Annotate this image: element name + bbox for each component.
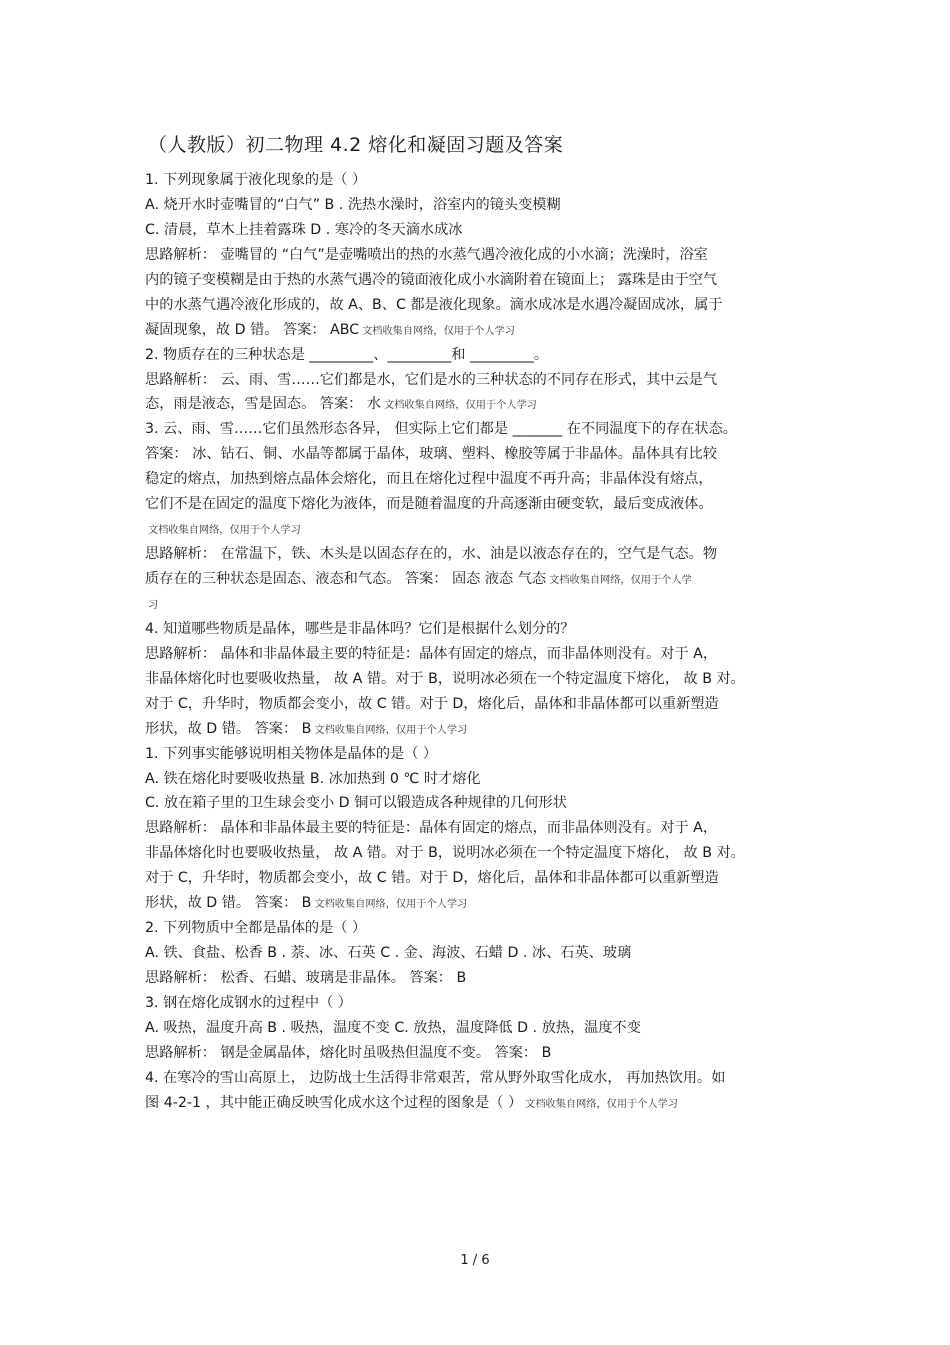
source-note: 文档收集自网络，仅用于个人学习 [362, 325, 515, 337]
line-text: A. 铁、食盐、松香 B . 萘、冰、石英 C . 金、海波、石蜡 D . 冰、石英、玻璃 [145, 945, 632, 962]
text-line [145, 941, 825, 966]
text-line [145, 293, 825, 318]
text-line [145, 1091, 825, 1116]
line-text: 答案： 冰、钻石、铜、水晶等都属于晶体，玻璃、塑料、橡胶等属于非晶体。晶体具有比较 [145, 446, 718, 463]
text-line [145, 318, 825, 343]
text-line [145, 642, 825, 667]
line-text: 内的镜子变模糊是由于热的水蒸气遇冷的镜面液化成小水滴附着在镜面上； 露珠是由于空气 [145, 271, 718, 288]
line-text: 图 4-2-1 ，其中能正确反映雪化成水这个过程的图象是（ ） [145, 1094, 523, 1111]
text-line [145, 617, 825, 642]
page-number: 1 / 6 [460, 1253, 490, 1268]
text-line [145, 243, 825, 268]
document-body [145, 168, 825, 1116]
line-text: 思路解析： 在常温下，铁、木头是以固态存在的，水、油是以液态存在的，空气是气态。物 [145, 546, 718, 563]
text-line [145, 517, 825, 542]
text-line [145, 816, 825, 841]
text-line [145, 866, 825, 891]
line-text: 思路解析： 钢是金属晶体，熔化时虽吸热但温度不变。 答案： B [145, 1044, 552, 1061]
line-text: 非晶体熔化时也要吸收热量， 故 A 错。对于 B，说明冰必须在一个特定温度下熔化， 故 B 对。 [145, 845, 745, 862]
line-text: A. 烧开水时壶嘴冒的“白气” B . 洗热水澡时，浴室内的镜头变模糊 [145, 196, 561, 213]
text-line [145, 991, 825, 1016]
line-text: 形状，故 D 错。 答案： B [145, 895, 312, 912]
text-line [145, 717, 825, 742]
line-text: C. 清晨，草木上挂着露珠 D . 寒冷的冬天滴水成冰 [145, 221, 463, 238]
line-text: 4. 知道哪些物质是晶体，哪些是非晶体吗？它们是根据什么划分的？ [145, 620, 575, 637]
line-text: 1. 下列事实能够说明相关物体是晶体的是（ ） [145, 745, 438, 762]
text-line [145, 567, 825, 592]
text-line [145, 218, 825, 243]
text-line [145, 592, 825, 617]
text-line [145, 891, 825, 916]
line-text: 2. 物质存在的三种状态是 _________、_________和 _________。 [145, 346, 549, 363]
line-text: 对于 C，升华时，物质都会变小，故 C 错。对于 D，熔化后，晶体和非晶体都可以重新塑造 [145, 870, 719, 887]
line-text: 非晶体熔化时也要吸收热量， 故 A 错。对于 B，说明冰必须在一个特定温度下熔化， 故 B 对。 [145, 670, 745, 687]
line-text: A. 吸热，温度升高 B . 吸热，温度不变 C. 放热，温度降低 D . 放热，温度不变 [145, 1019, 641, 1036]
line-text: 态，雨是液态，雪是固态。 答案： 水 [145, 396, 382, 413]
text-line [145, 841, 825, 866]
line-text: 质存在的三种状态是固态、液态和气态。 答案： 固态 液态 气态 [145, 571, 547, 587]
text-line [145, 343, 825, 368]
line-text: 2. 下列物质中全都是晶体的是（ ） [145, 920, 367, 937]
line-text: A. 铁在熔化时要吸收热量 B. 冰加热到 0 ℃ 时才熔化 [145, 770, 481, 787]
text-line [145, 742, 825, 767]
text-line [145, 966, 825, 991]
line-text: 它们不是在固定的温度下熔化为液体，而是随着温度的升高逐渐由硬变软，最后变成液体。 [145, 496, 713, 513]
text-line [145, 1066, 825, 1091]
line-text: 对于 C，升华时，物质都会变小，故 C 错。对于 D，熔化后，晶体和非晶体都可以重新塑造 [145, 695, 719, 712]
text-line [145, 417, 825, 442]
text-line [145, 791, 825, 816]
source-note: 文档收集自网络，仅用于个人学习 [314, 899, 468, 911]
text-line [145, 667, 825, 692]
line-text: 3. 钢在熔化成钢水的过程中（ ） [145, 994, 352, 1011]
line-text: 凝固现象，故 D 错。 答案： ABC [145, 321, 360, 338]
line-text: 1. 下列现象属于液化现象的是（ ） [145, 172, 367, 188]
text-line [145, 1041, 825, 1066]
text-line [145, 193, 825, 218]
source-note: 文档收集自网络，仅用于个人学习 [148, 525, 301, 537]
line-text: 稳定的熔点，加热到熔点晶体会熔化，而且在熔化过程中温度不再升高；非晶体没有熔点， [145, 471, 713, 488]
text-line [145, 916, 825, 941]
text-line [145, 1016, 825, 1041]
line-text: 思路解析： 壶嘴冒的 “白气”是壶嘴喷出的热的水蒸气遇冷液化成的小水滴；洗澡时，浴室 [145, 246, 708, 263]
source-note: 文档收集自网络，仅用于个人学习 [314, 724, 468, 736]
line-text: 形状，故 D 错。 答案： B [145, 720, 312, 737]
text-line [145, 492, 825, 517]
line-text: 3. 云、雨、雪……它们虽然形态各异， 但实际上它们都是 _______ 在不同温度下的存在状态。 [145, 421, 737, 438]
line-text: 思路解析： 云、雨、雪……它们都是水，它们是水的三种状态的不同存在形式，其中云是气 [145, 371, 718, 388]
document-title: （人教版）初二物理 4.2 熔化和凝固习题及答案 [148, 134, 564, 156]
line-text: 思路解析： 晶体和非晶体最主要的特征是：晶体有固定的熔点，而非晶体则没有。对于 A， [145, 820, 718, 837]
text-line [145, 368, 825, 393]
text-line [145, 168, 825, 193]
text-line [145, 767, 825, 792]
text-line [145, 442, 825, 467]
line-text: 中的水蒸气遇冷液化形成的，故 A、B、C 都是液化现象。滴水成冰是水遇冷凝固成冰，属于 [145, 296, 723, 313]
text-line [145, 692, 825, 717]
source-note: 文档收集自网络，仅用于个人学 [549, 575, 692, 586]
line-text: C. 放在箱子里的卫生球会变小 D 铜可以锻造成各种规律的几何形状 [145, 795, 567, 812]
text-line [145, 542, 825, 567]
source-note: 文档收集自网络，仅用于个人学习 [384, 400, 537, 412]
text-line [145, 392, 825, 417]
line-text: 思路解析： 松香、石蜡、玻璃是非晶体。 答案： B [145, 970, 467, 986]
source-note: 习 [148, 599, 159, 611]
source-note: 文档收集自网络，仅用于个人学习 [525, 1098, 678, 1110]
text-line [145, 467, 825, 492]
text-line [145, 268, 825, 293]
line-text: 思路解析： 晶体和非晶体最主要的特征是：晶体有固定的熔点，而非晶体则没有。对于 A， [145, 645, 718, 662]
line-text: 4. 在寒冷的雪山高原上， 边防战士生活得非常艰苦，常从野外取雪化成水， 再加热饮用。如 [145, 1069, 726, 1086]
